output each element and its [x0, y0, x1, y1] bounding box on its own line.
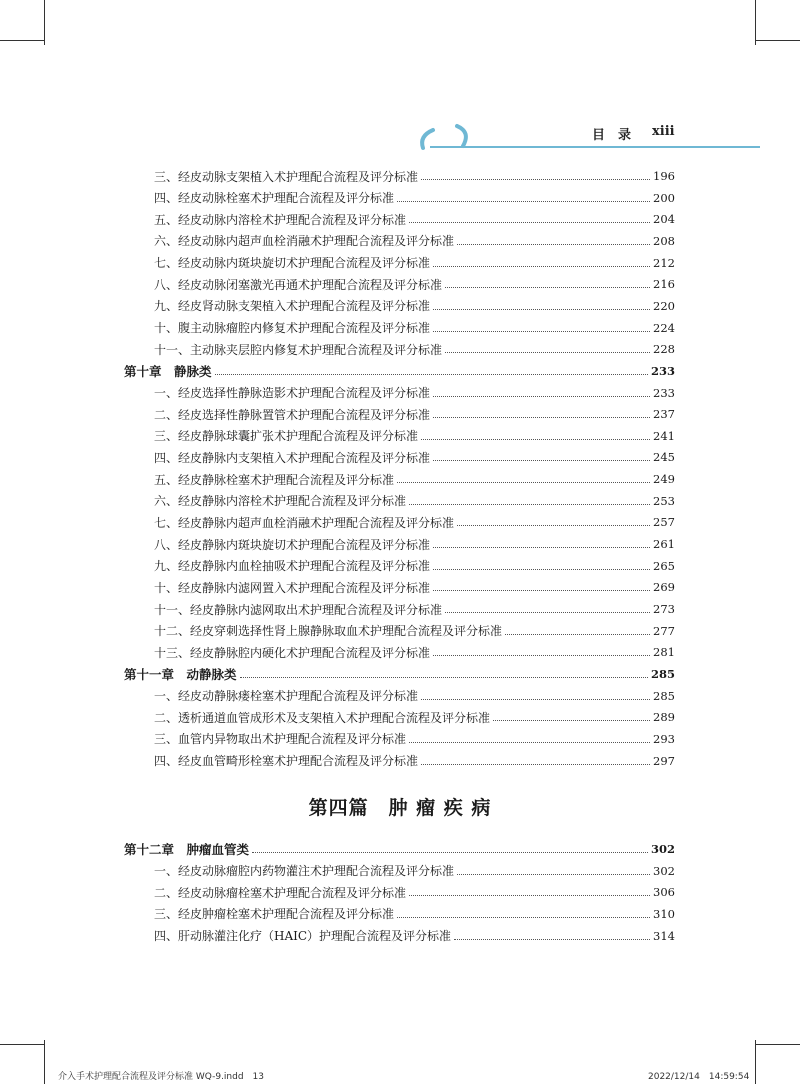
toc-entry-page: 228: [653, 342, 675, 357]
part-title: 第四篇 肿 瘤 疾 病: [308, 797, 492, 819]
toc-entry-title: 六、经皮静脉内溶栓术护理配合流程及评分标准: [154, 494, 407, 509]
toc-entry-title: 三、经皮静脉球囊扩张术护理配合流程及评分标准: [154, 429, 419, 444]
toc-entry[interactable]: [124, 230, 675, 252]
header-label: 目 录: [592, 128, 632, 143]
toc-entry[interactable]: [124, 860, 675, 882]
dot-leader: [397, 200, 650, 202]
toc-entry-page: 220: [653, 298, 675, 313]
toc-entry[interactable]: [124, 208, 675, 230]
toc-chapter-entry[interactable]: [124, 838, 675, 860]
toc-entry-title: 二、经皮动脉瘤栓塞术护理配合流程及评分标准: [154, 885, 407, 900]
dot-leader: [252, 851, 648, 853]
toc-entry[interactable]: [124, 881, 675, 903]
dot-leader: [397, 481, 650, 483]
toc-entry-title: 十二、经皮穿刺选择性肾上腺静脉取血术护理配合流程及评分标准: [154, 624, 503, 639]
toc-entry-page: 273: [653, 602, 675, 616]
header-page-number: xiii: [652, 124, 675, 139]
toc-entry-title: 三、经皮动脉支架植入术护理配合流程及评分标准: [154, 169, 419, 184]
toc-entry-title: 一、经皮动脉瘤腔内药物灌注术护理配合流程及评分标准: [154, 864, 455, 879]
dot-leader: [397, 916, 650, 918]
dot-leader: [445, 286, 650, 288]
toc-entry-page: 233: [650, 363, 675, 378]
dot-leader: [457, 243, 650, 245]
toc-entry[interactable]: [124, 382, 675, 404]
toc-entry-page: 212: [653, 255, 675, 270]
toc-chapter-entry[interactable]: [124, 663, 675, 685]
dot-leader: [433, 546, 650, 548]
toc-entry-page: 196: [653, 169, 675, 183]
toc-entry-page: 245: [653, 450, 675, 465]
dot-leader: [445, 351, 650, 353]
toc-entry-page: 285: [653, 688, 675, 703]
toc-entry-title: 第十二章 肿瘤血管类: [124, 842, 250, 857]
dot-leader: [409, 221, 650, 223]
toc-entry[interactable]: [124, 685, 675, 707]
header-swirl-icon: [415, 118, 475, 158]
toc-entry[interactable]: [124, 317, 675, 339]
dot-leader: [433, 654, 650, 656]
dot-leader: [433, 308, 650, 310]
toc-entry-page: 277: [653, 623, 675, 638]
dot-leader: [433, 330, 650, 332]
dot-leader: [409, 741, 650, 743]
toc-entry-title: 六、经皮动脉内超声血栓消融术护理配合流程及评分标准: [154, 234, 455, 249]
dot-leader: [457, 524, 650, 526]
toc-entry[interactable]: [124, 403, 675, 425]
toc-entry-page: 261: [653, 537, 675, 552]
dot-leader: [454, 938, 650, 940]
toc-entry-title: 十一、经皮静脉内滤网取出术护理配合流程及评分标准: [154, 602, 443, 617]
toc-entry[interactable]: [124, 750, 675, 772]
toc-entry-page: 302: [653, 863, 675, 878]
dot-leader: [215, 373, 648, 375]
crop-mark: [44, 0, 45, 45]
toc-entry[interactable]: [124, 490, 675, 512]
toc-entry-page: 281: [653, 645, 675, 660]
toc-entry-page: 204: [653, 212, 675, 227]
toc-entry-title: 二、经皮选择性静脉置管术护理配合流程及评分标准: [154, 407, 431, 422]
crop-mark: [0, 1044, 45, 1045]
toc-entry[interactable]: [124, 273, 675, 295]
dot-leader: [505, 633, 650, 635]
footer-file: 介入手术护理配合流程及评分标准 WQ-9.indd 13: [58, 1072, 265, 1082]
dot-leader: [409, 894, 650, 896]
crop-mark: [755, 0, 756, 45]
toc-entry[interactable]: [124, 706, 675, 728]
toc-entry-page: 200: [653, 190, 675, 205]
crop-mark: [755, 40, 800, 41]
dot-leader: [433, 416, 650, 418]
toc-entry-title: 四、经皮动脉栓塞术护理配合流程及评分标准: [154, 191, 395, 206]
toc-entry-title: 九、经皮静脉内血栓抽吸术护理配合流程及评分标准: [154, 559, 431, 574]
toc-entry-page: 249: [653, 472, 675, 487]
toc-entry-title: 四、肝动脉灌注化疗（HAIC）护理配合流程及评分标准: [154, 929, 452, 944]
toc-entry[interactable]: [124, 598, 675, 620]
toc-entry-page: 269: [653, 580, 675, 595]
toc-entry-page: 314: [653, 928, 675, 943]
toc-entry-page: 293: [653, 731, 675, 746]
footer-timestamp: 2022/12/14 14:59:54: [648, 1072, 750, 1082]
toc-entry-title: 三、血管内异物取出术护理配合流程及评分标准: [154, 732, 407, 747]
toc-entry-title: 八、经皮动脉闭塞激光再通术护理配合流程及评分标准: [154, 277, 443, 292]
toc-entry-page: 265: [653, 558, 675, 573]
toc-entry-title: 八、经皮静脉内斑块旋切术护理配合流程及评分标准: [154, 537, 431, 552]
toc-entry[interactable]: [124, 555, 675, 577]
dot-leader: [421, 438, 650, 440]
toc-entry-page: 257: [653, 515, 675, 530]
dot-leader: [433, 589, 650, 591]
toc-entry-title: 七、经皮动脉内斑块旋切术护理配合流程及评分标准: [154, 256, 431, 271]
toc-entry-title: 十三、经皮静脉腔内硬化术护理配合流程及评分标准: [154, 645, 431, 660]
dot-leader: [457, 873, 650, 875]
toc-entry-page: 253: [653, 493, 675, 508]
toc-entry-title: 一、经皮动静脉瘘栓塞术护理配合流程及评分标准: [154, 689, 419, 704]
dot-leader: [421, 178, 650, 180]
toc-entry[interactable]: [124, 576, 675, 598]
toc-entry[interactable]: [124, 903, 675, 925]
toc-entry[interactable]: [124, 620, 675, 642]
toc-entry-page: 208: [653, 233, 675, 248]
toc-entry[interactable]: [124, 728, 675, 750]
toc-entry-title: 十、腹主动脉瘤腔内修复术护理配合流程及评分标准: [154, 321, 431, 336]
dot-leader: [409, 503, 650, 505]
crop-mark: [44, 1040, 45, 1084]
toc-entry-page: 285: [650, 666, 675, 681]
toc-entry[interactable]: [124, 425, 675, 447]
toc-entry-title: 第十章 静脉类: [124, 363, 212, 379]
dot-leader: [493, 719, 650, 721]
toc-entry[interactable]: [124, 533, 675, 555]
toc-entry[interactable]: [124, 641, 675, 663]
toc-entry-title: 五、经皮动脉内溶栓术护理配合流程及评分标准: [154, 212, 407, 227]
toc-entry-title: 一、经皮选择性静脉造影术护理配合流程及评分标准: [154, 386, 431, 400]
dot-leader: [421, 763, 650, 765]
toc-entry-page: 302: [650, 842, 675, 856]
toc-entry-page: 297: [653, 753, 675, 768]
header-rule: [430, 146, 760, 148]
crop-mark: [0, 40, 45, 41]
crop-mark: [755, 1040, 756, 1084]
toc-entry[interactable]: [124, 511, 675, 533]
toc-entry-page: 241: [653, 428, 675, 443]
toc-entry-page: 216: [653, 277, 675, 292]
toc-entry-title: 三、经皮肿瘤栓塞术护理配合流程及评分标准: [154, 907, 395, 922]
toc-entry-title: 九、经皮肾动脉支架植入术护理配合流程及评分标准: [154, 299, 431, 314]
toc-entry[interactable]: [124, 252, 675, 274]
toc-entry[interactable]: [124, 446, 675, 468]
toc-entry-title: 七、经皮静脉内超声血栓消融术护理配合流程及评分标准: [154, 515, 455, 530]
toc-entry[interactable]: [124, 295, 675, 317]
toc-entry-title: 十一、主动脉夹层腔内修复术护理配合流程及评分标准: [154, 342, 443, 357]
toc-entry[interactable]: [124, 187, 675, 209]
dot-leader: [421, 698, 650, 700]
toc-entry-title: 四、经皮血管畸形栓塞术护理配合流程及评分标准: [154, 754, 419, 769]
dot-leader: [240, 676, 648, 678]
toc-entry-title: 五、经皮静脉栓塞术护理配合流程及评分标准: [154, 472, 395, 487]
dot-leader: [445, 611, 650, 613]
toc-entry-title: 第十一章 动静脉类: [124, 666, 237, 682]
dot-leader: [433, 568, 650, 570]
crop-mark: [755, 1044, 800, 1045]
toc-entry[interactable]: [124, 165, 675, 187]
dot-leader: [433, 459, 650, 461]
toc-entry[interactable]: [124, 925, 675, 947]
toc-entry-title: 二、透析通道血管成形术及支架植入术护理配合流程及评分标准: [154, 710, 491, 725]
toc-chapter-entry[interactable]: [124, 360, 675, 382]
toc-entry-page: 289: [653, 710, 675, 725]
toc-entry-page: 306: [653, 885, 675, 900]
toc-entry-page: 233: [653, 385, 675, 400]
toc-entry[interactable]: [124, 468, 675, 490]
dot-leader: [433, 265, 650, 267]
toc-entry-page: 237: [653, 407, 675, 422]
toc-entry-page: 224: [653, 320, 675, 335]
toc-entry-title: 十、经皮静脉内滤网置入术护理配合流程及评分标准: [154, 580, 431, 595]
dot-leader: [433, 395, 650, 397]
toc-entry-title: 四、经皮静脉内支架植入术护理配合流程及评分标准: [154, 450, 431, 465]
toc-entry[interactable]: [124, 338, 675, 360]
toc-entry-page: 310: [653, 906, 675, 921]
